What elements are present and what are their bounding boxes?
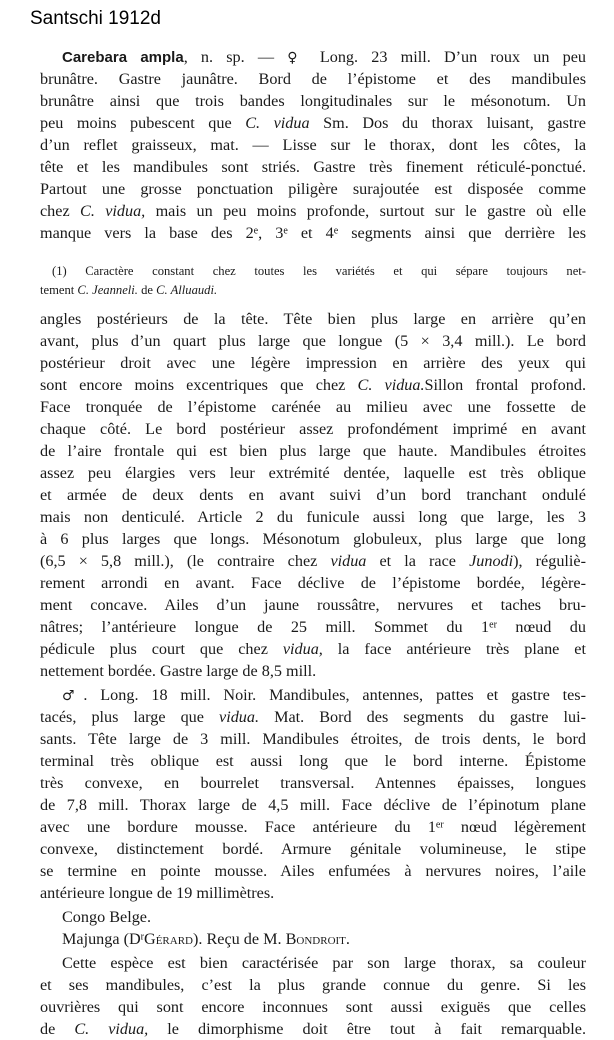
text-line: avant, plus d’un quart plus large que longue (5 × 3,4 mill.). Le bord <box>40 332 586 350</box>
text-line: mais non denticulé. Article 2 du funicule aussi long que large, les 3 <box>40 508 586 526</box>
footnote-line: (1) Caractère constant chez toutes les variétés et qui sépare toujours net- <box>52 264 586 278</box>
taxon-name: vidua, <box>282 640 323 658</box>
text-line: nâtres; l’antérieure longue de 25 mill. Sommet du 1er nœud du <box>40 618 586 636</box>
text-line: avec une bordure mousse. Face antérieure du 1er nœud légèrement <box>40 818 586 836</box>
text-line: (6,5 × 5,8 mill.), (le contraire chez vidua et la race Junodi), réguliè- <box>40 552 587 570</box>
text-line: et armée de deux dents en avant suivi d’un bord tranchant ondulé <box>40 486 586 504</box>
text-line: antérieure longue de 19 millimètres. <box>40 884 275 902</box>
text-line: brunâtre. Gastre jaunâtre. Bord de l’épistome et des mandibules <box>40 70 586 88</box>
text-line: sont encore moins excentriques que chez C. vidua.Sillon frontal profond. <box>40 376 587 394</box>
page-header: Santschi 1912d <box>30 8 161 29</box>
text-line: angles postérieurs de la tête. Tête bien plus large en arrière qu’en <box>40 310 586 328</box>
female-symbol: ♀ <box>287 50 307 66</box>
locality-line: Majunga $(D^rGérard)$. Reçu de M. Bondroit. <box>62 930 350 948</box>
text-line: sants. Tête large de 3 mill. Mandibules étroites, de trois dents, le bord <box>40 730 586 748</box>
taxon-name: C. vidua <box>245 114 310 132</box>
taxon-name: vidua. <box>219 708 260 726</box>
text-line: et ses mandibules, c’est la plus grande connue du genre. Si les <box>40 976 586 994</box>
taxon-name: C. Alluaudi. <box>156 283 218 297</box>
taxon-name: Junodi <box>469 552 514 570</box>
taxon-name: C. vidua, <box>80 202 146 220</box>
text-line: tête et les mandibules sont striés. Gastre très finement réticulé-ponctué. <box>40 158 586 176</box>
text-line: Partout une grosse ponctuation piligère surajoutée est disposée comme <box>40 180 586 198</box>
taxon-name: C. vidua, <box>74 1020 149 1038</box>
taxon-name: C. vidua. <box>357 376 425 394</box>
text-line: à 6 plus larges que longs. Mésonotum globuleux, plus large que long <box>40 530 586 548</box>
text-line: de l’aire frontale qui est bien plus large que haute. Mandibules étroites <box>40 442 586 460</box>
text-line: Carebara ampla, n. sp. — ♀ Long. 23 mill. D’un roux un peu <box>62 48 586 66</box>
text-line: peu moins pubescent que C. vidua Sm. Dos du thorax luisant, gastre <box>40 114 586 132</box>
text-line: Cette espèce est bien caractérisée par son large thorax, sa couleur <box>62 954 586 972</box>
male-symbol: ♂ <box>62 688 84 704</box>
text-line: chez C. vidua, mais un peu moins profonde, surtout sur le gastre où elle <box>40 202 586 220</box>
collector-name: Gérard <box>144 930 193 948</box>
text-line: chaque côté. Le bord postérieur assez profondément imprimé en avant <box>40 420 586 438</box>
text-line: postérieur droit avec une légère impression en arrière des yeux qui <box>40 354 586 372</box>
text-line: convexe, distinctement bordé. Armure génitale volumineuse, le stipe <box>40 840 586 858</box>
text-line: très convexe, en bourrelet transversal. Antennes épaisses, longues <box>40 774 586 792</box>
text-line: d’un reflet graisseux, mat. — Lisse sur le thorax, dont les côtes, la <box>40 136 586 154</box>
text-line: terminal très oblique est aussi long que le bord interne. Épistome <box>40 752 586 770</box>
text-line: tacés, plus large que vidua. Mat. Bord des segments du gastre lui- <box>40 708 586 726</box>
footnote-line: tement C. Jeanneli. de C. Alluaudi. <box>40 283 218 297</box>
text-line: ♂. Long. 18 mill. Noir. Mandibules, antennes, pattes et gastre tes- <box>62 686 586 704</box>
collector-name: Bondroit <box>285 930 346 948</box>
text-line: de 7,8 mill. Thorax large de 4,5 mill. Face déclive de l’épinotum plane <box>40 796 586 814</box>
species-name: Carebara ampla <box>62 49 184 66</box>
text-line: ouvrières qui sont encore inconnues sont aussi exiguës que celles <box>40 998 586 1016</box>
taxon-name: C. Jeanneli. <box>77 283 138 297</box>
text-line: ment concave. Ailes d’un jaune roussâtre, nervures et taches bru- <box>40 596 586 614</box>
text-line: manque vers la base des 2e, 3e et 4e segments ainsi que derrière les <box>40 224 587 242</box>
text-line: rement arrondi en avant. Face déclive de l’épistome bordée, légère- <box>40 574 586 592</box>
text-line: de C. vidua, le dimorphisme doit être tout à fait remarquable. <box>40 1020 586 1038</box>
text-line: se termine en pointe mousse. Ailes enfumées à nervures noires, l’aile <box>40 862 586 880</box>
text-line: pédicule plus court que chez vidua, la face antérieure très plane et <box>40 640 586 658</box>
locality-line: Congo Belge. <box>62 908 152 926</box>
text-line: Face tronquée de l’épistome carénée au milieu avec une fossette de <box>40 398 586 416</box>
text-line: brunâtre ainsi que trois bandes longitudinales sur le mésonotum. Un <box>40 92 586 110</box>
taxon-name: vidua <box>330 552 367 570</box>
text-line: assez peu élargies vers leur extrémité dentée, laquelle est très oblique <box>40 464 586 482</box>
text-line: nettement bordée. Gastre large de 8,5 mill. <box>40 662 317 680</box>
